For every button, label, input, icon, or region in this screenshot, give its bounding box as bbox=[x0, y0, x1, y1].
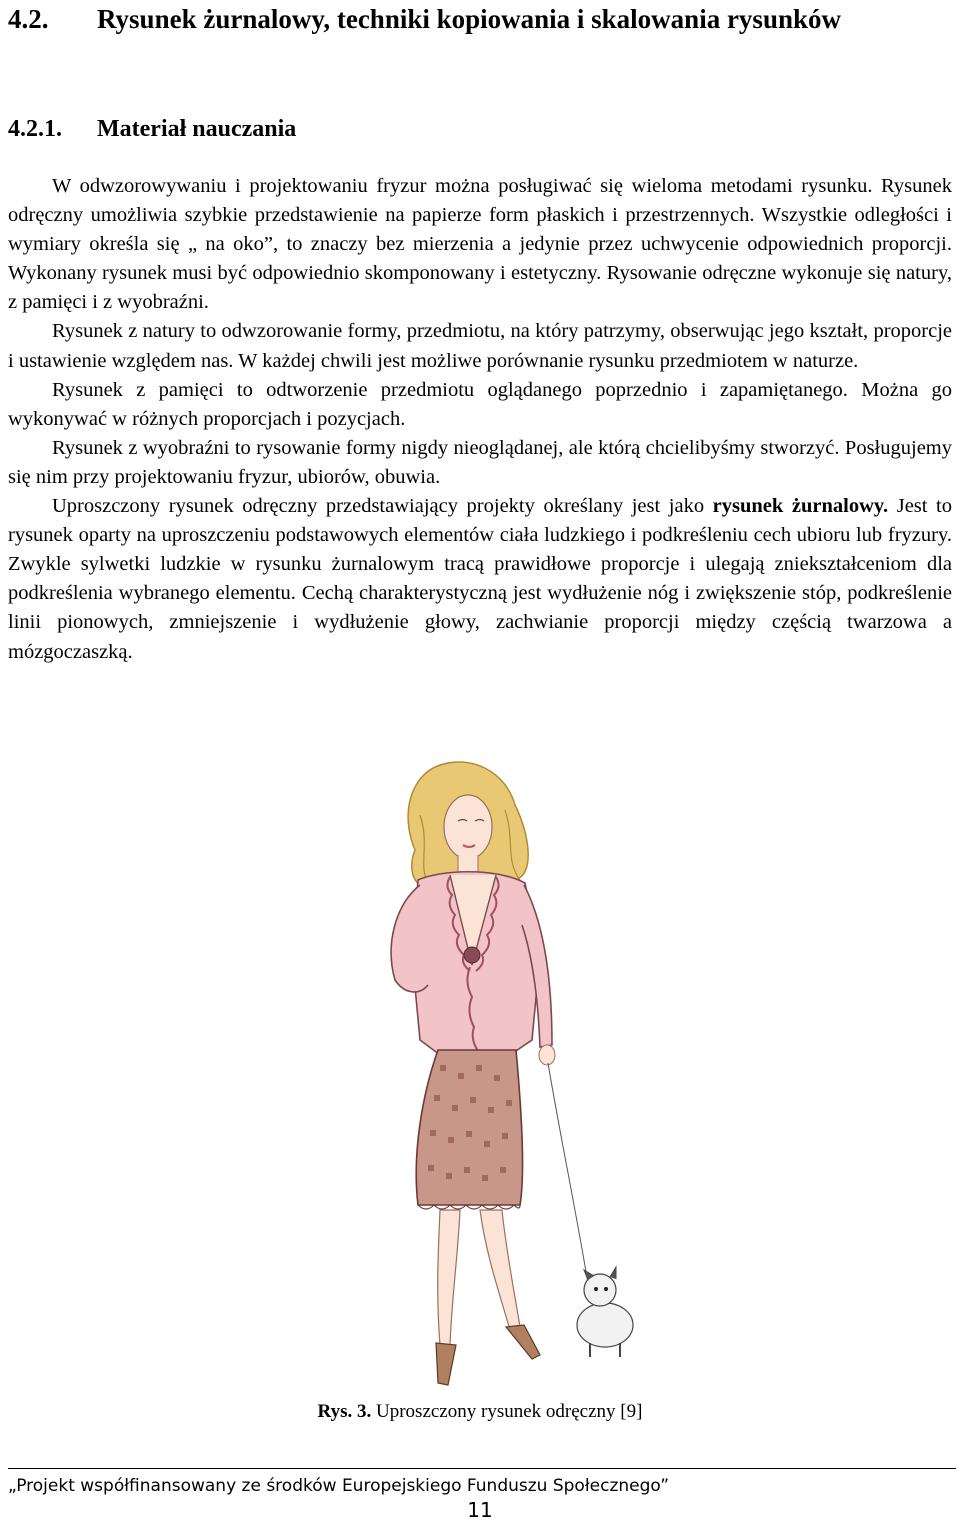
term-bold: rysunek żurnalowy. bbox=[712, 495, 889, 518]
right-shoe bbox=[506, 1325, 540, 1359]
leash bbox=[548, 1063, 590, 1295]
caption-label: Rys. 3. bbox=[317, 1401, 372, 1422]
paragraph: W odwzorowywaniu i projektowaniu fryzur można posługiwać się wieloma metodami rysunku. Rysunek odręczny umożliwia szybkie przedstawienie na papierze form płaskich i przestrzennych. Wszystkie odległości i wymiary określa się „ na oko”, to znaczy bez mierzenia a jedynie przez uchwycenie odpowiednich proporcji. Wykonany rysunek musi być odpowiednio skomponowany i estetyczny. Rysowanie odręczne wykonuje się natury, z pamięci i z wyobraźni. bbox=[8, 175, 952, 314]
body-text bbox=[8, 172, 952, 667]
footer-divider bbox=[8, 1468, 956, 1469]
footer-text: „Projekt współfinansowany ze środków Europejskiego Funduszu Społecznego” bbox=[8, 1476, 670, 1496]
paragraph: Rysunek z pamięci to odtworzenie przedmiotu oglądanego poprzednio i zapamiętanego. Można go wykonywać w różnych proporcjach i pozycjach. bbox=[8, 378, 952, 430]
skirt bbox=[416, 1050, 522, 1205]
paragraph: Rysunek z natury to odwzorowanie formy, przedmiotu, na który patrzymy, obserwując jego kształt, proporcje i ustawienie względem nas. W każdej chwili jest możliwe porównanie rysunku przedmiotem w naturze. bbox=[8, 320, 952, 372]
subsection-number: 4.2.1. bbox=[8, 116, 62, 142]
fashion-illustration bbox=[300, 755, 660, 1395]
caption-text: Uproszczony rysunek odręczny [9] bbox=[371, 1401, 643, 1422]
face bbox=[444, 795, 492, 859]
left-leg bbox=[438, 1210, 460, 1345]
paragraph-text: Jest to rysunek oparty na uproszczeniu podstawowych elementów ciała ludzkiego i podkreśleniu cech ubioru lub fryzury. Zwykle sylwetki ludzkie w rysunku żurnalowym tracą prawidłowe proporcje i ulegają zniekształceniom dla podkreślenia wybranego elementu. Cechą charakterystyczną jest wydłużenie nóg i zwiększenie stóp, podkreślenie linii pionowych, zmniejszenie i wydłużenie głowy, zachwianie proporcji między częścią twarzowa a mózgoczaszką. bbox=[8, 495, 953, 663]
figure-caption bbox=[0, 1398, 960, 1426]
section-title: Rysunek żurnalowy, techniki kopiowania i skalowania rysunków bbox=[97, 4, 841, 34]
fashion-sketch-figure bbox=[300, 755, 660, 1395]
dog bbox=[577, 1267, 633, 1357]
paragraph: Rysunek z wyobraźni to rysowanie formy nigdy nieoglądanej, ale którą chcielibyśmy stworzyć. Posługujemy się nim przy projektowaniu fryzur, ubiorów, obuwia. bbox=[8, 436, 952, 488]
paragraph-text: Uproszczony rysunek odręczny przedstawiający projekty określany jest jako bbox=[52, 495, 713, 518]
paragraph bbox=[8, 492, 952, 667]
left-shoe bbox=[436, 1343, 456, 1385]
section-number: 4.2. bbox=[8, 4, 49, 34]
subsection-title: Materiał nauczania bbox=[97, 116, 297, 142]
right-leg bbox=[480, 1210, 520, 1330]
page-number: 11 bbox=[467, 1498, 493, 1522]
